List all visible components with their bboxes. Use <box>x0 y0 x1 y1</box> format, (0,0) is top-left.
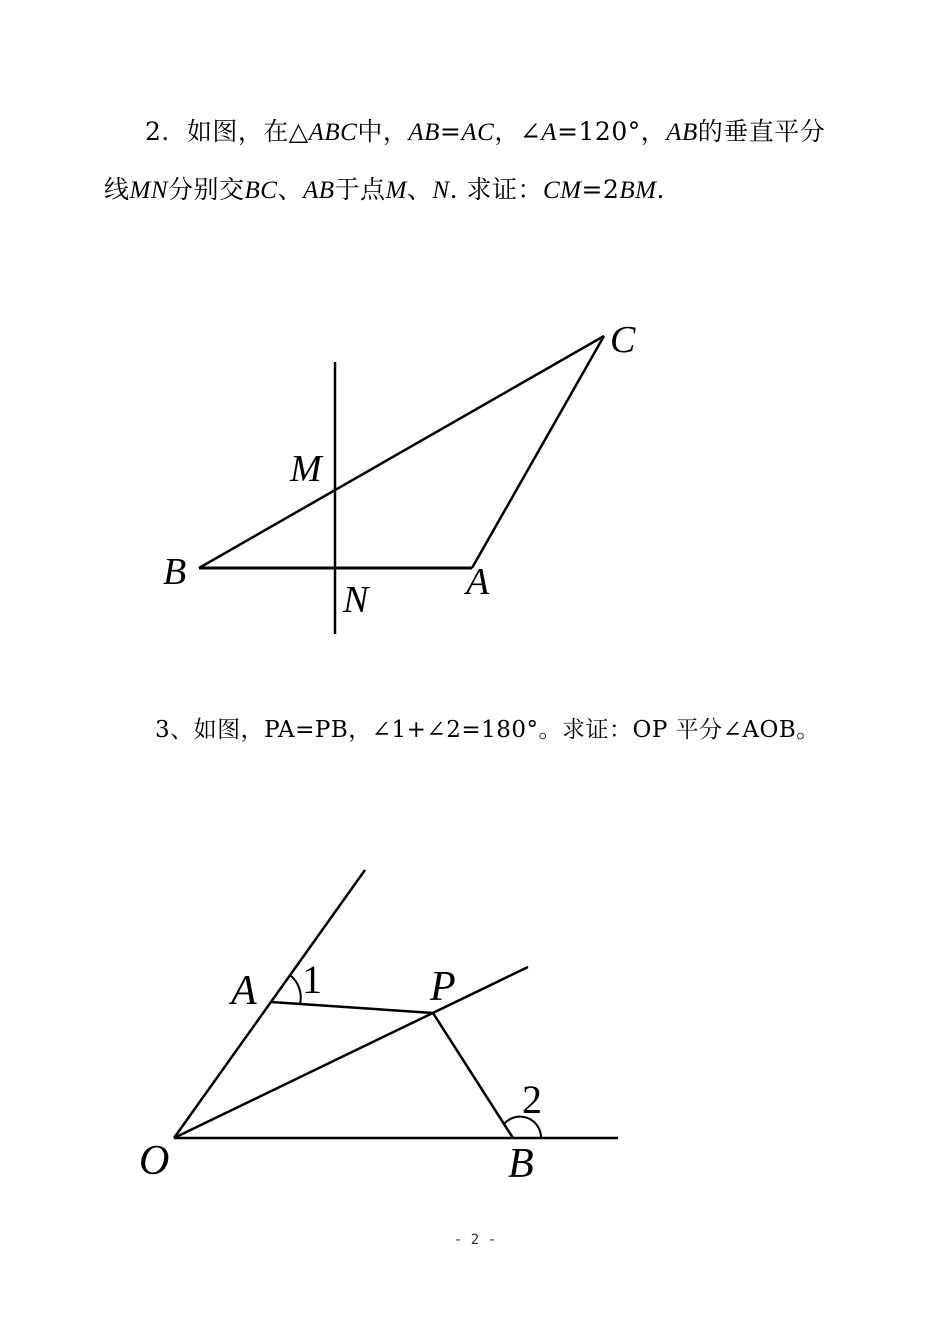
point-name: M <box>385 177 407 204</box>
triangle-name: ABC <box>308 119 358 146</box>
text: 、 <box>277 175 303 204</box>
segment-name: BC <box>244 177 278 204</box>
segment-ac <box>472 336 604 568</box>
label-o: O <box>139 1138 170 1184</box>
segment-name: AB <box>408 119 440 146</box>
segment-bc <box>199 336 604 568</box>
problem-3-statement: 3、如图，PA=PB，∠1+∠2=180°。求证：OP 平分∠AOB。 <box>155 717 820 743</box>
text: . 求证： <box>449 175 543 204</box>
point-name: N <box>432 177 450 204</box>
text: 的垂直平分 <box>697 117 826 146</box>
text: 、 <box>406 175 433 204</box>
label-a: A <box>466 561 490 603</box>
segment-name: AC <box>461 119 495 146</box>
segment-pa <box>271 1002 433 1013</box>
segment-name: AB <box>303 177 335 204</box>
label-p: P <box>430 964 456 1010</box>
label-angle-2: 2 <box>522 1077 542 1122</box>
text: 于点 <box>334 175 386 204</box>
text: . <box>656 175 665 204</box>
text: 2．如图，在△ <box>145 117 309 146</box>
text: 中， <box>357 117 409 146</box>
label-c: C <box>610 319 636 361</box>
ray-op <box>174 967 528 1138</box>
text: ，∠ <box>494 117 542 146</box>
label-angle-1: 1 <box>302 957 322 1002</box>
segment-name: AB <box>666 119 698 146</box>
segment-pb <box>433 1013 513 1138</box>
label-n: N <box>343 579 369 621</box>
label-a: A <box>231 968 257 1014</box>
point-name: A <box>541 119 558 146</box>
angle-bisector-figure <box>0 700 950 1240</box>
label-b: B <box>163 551 187 593</box>
ray-oa <box>174 870 365 1138</box>
page-number: - 2 - <box>453 1232 497 1248</box>
angle-1-arc <box>290 975 301 1004</box>
segment-name: MN <box>129 177 169 204</box>
text: =2 <box>581 175 620 204</box>
text: 线 <box>104 175 130 204</box>
text: =120°， <box>557 117 667 146</box>
segment-name: CM <box>543 177 582 204</box>
label-b: B <box>508 1141 534 1187</box>
text: = <box>439 117 462 146</box>
label-m: M <box>290 448 322 490</box>
segment-name: BM <box>619 177 657 204</box>
text: 分别交 <box>168 175 245 204</box>
